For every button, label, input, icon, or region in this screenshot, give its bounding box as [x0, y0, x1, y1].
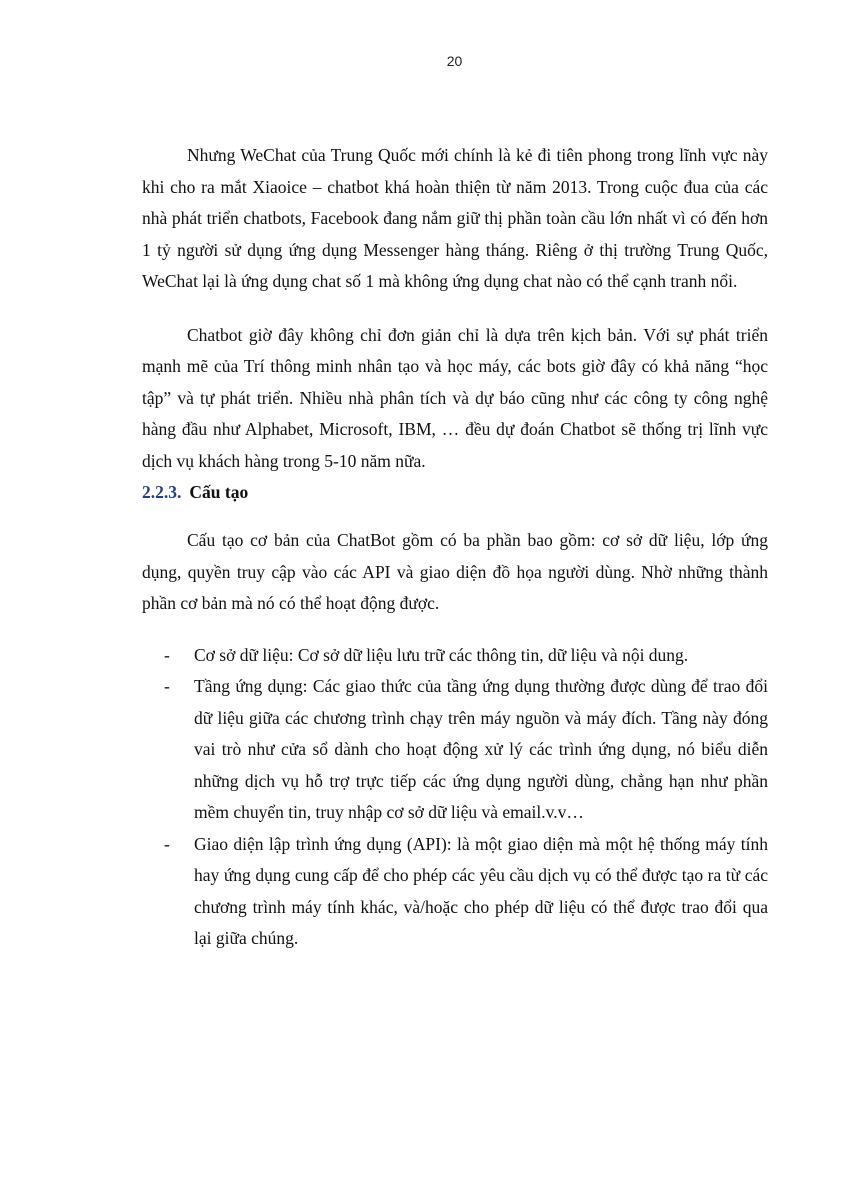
paragraph-wechat: Nhưng WeChat của Trung Quốc mới chính là kẻ đi tiên phong trong lĩnh vực này khi cho ra mắt Xiaoice – chatbot khá hoàn thiện từ năm 2013. Trong cuộc đua của các nhà phát triển chatbots, Facebook đang nắm giữ thị phần toàn cầu lớn nhất vì có đến hơn 1 tỷ người sử dụng ứng dụng Messenger hàng tháng. Riêng ở thị trường Trung Quốc, WeChat lại là ứng dụng chat số 1 mà không ứng dụng chat nào có thể cạnh tranh nổi.	[142, 145, 768, 291]
document-body	[142, 140, 768, 955]
section-title: Cấu tạo	[189, 482, 249, 502]
list-item	[142, 671, 768, 829]
section-number: 2.2.3.	[142, 482, 182, 502]
list-item	[142, 829, 768, 955]
bullet-dash: -	[164, 833, 170, 854]
page-number: 20	[446, 53, 463, 69]
section-heading	[142, 479, 768, 505]
list-item	[142, 640, 768, 672]
component-list	[142, 640, 768, 955]
bullet-dash: -	[164, 676, 170, 696]
bullet-dash: -	[164, 644, 170, 665]
list-item-text: Cơ sở dữ liệu: Cơ sở dữ liệu lưu trữ các thông tin, dữ liệu và nội dung.	[194, 644, 689, 665]
paragraph-chatbot-ai: Chatbot giờ đây không chỉ đơn giản chỉ là dựa trên kịch bản. Với sự phát triển mạnh mẽ của Trí thông minh nhân tạo và học máy, các bots giờ đây có khả năng “học tập” và tự phát triển. Nhiều nhà phân tích và dự báo cũng như các công ty công nghệ hàng đầu như Alphabet, Microsoft, IBM, … đều dự đoán Chatbot sẽ thống trị lĩnh vực dịch vụ khách hàng trong 5-10 năm nữa.	[142, 324, 768, 471]
list-item-text: Giao diện lập trình ứng dụng (API): là một giao diện mà một hệ thống máy tính hay ứng dụng cung cấp để cho phép các yêu cầu dịch vụ có thể được tạo ra từ các chương trình máy tính khác, và/hoặc cho phép dữ liệu có thể được trao đổi qua lại giữa chúng.	[194, 833, 768, 948]
paragraph-structure-intro: Cấu tạo cơ bản của ChatBot gồm có ba phần bao gồm: cơ sở dữ liệu, lớp ứng dụng, quyền truy cập vào các API và giao diện đồ họa người dùng. Nhờ những thành phần cơ bản mà nó có thể hoạt động được.	[142, 530, 768, 613]
list-item-text: Tầng ứng dụng: Các giao thức của tầng ứng dụng thường được dùng để trao đổi dữ liệu giữa các chương trình chạy trên máy nguồn và máy đích. Tầng này đóng vai trò như cửa sổ dành cho hoạt động xử lý các trình ứng dụng, nó biểu diễn những dịch vụ hỗ trợ trực tiếp các ứng dụng người dùng, chẳng hạn như phần mềm chuyển tin, truy nhập cơ sở dữ liệu và email.v.v…	[194, 676, 768, 822]
